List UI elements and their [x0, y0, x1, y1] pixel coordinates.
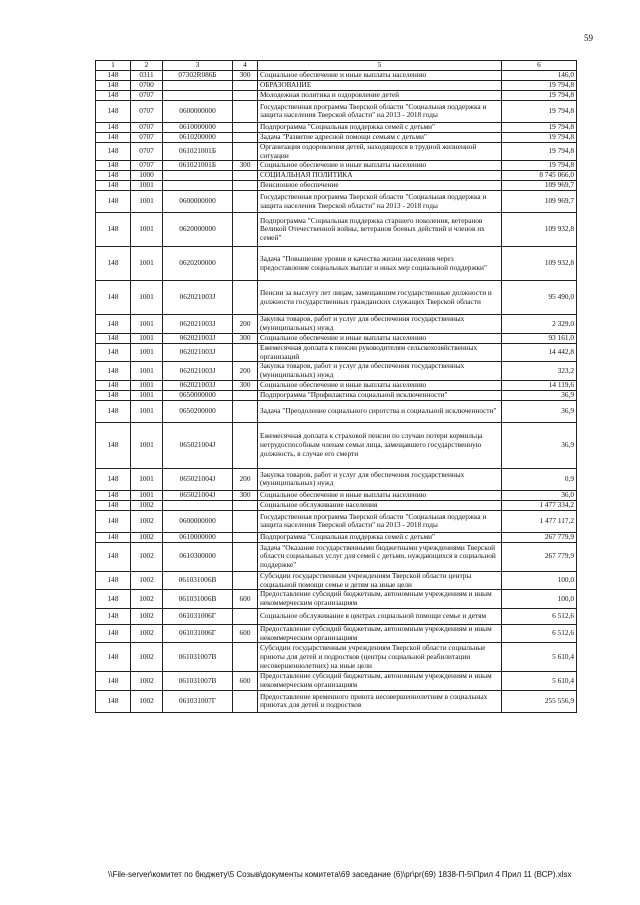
cell-description: Государственная программа Тверской области "Социальная поддержка и защита населения Тверской области" на 2013 - 2018 годы: [258, 100, 502, 122]
cell-expense-type: 300: [233, 161, 258, 171]
cell-target-article: 061031007В: [163, 643, 233, 672]
cell-grbs: 148: [96, 608, 131, 624]
cell-expense-type: [233, 122, 258, 132]
file-path-footer: \\File-server\комитет по бюджету\5 Созыв\документы комитета\69 заседание (6)\pr\pr(69) 1838-П-5\Прил 4 Прил 11 (ВСР).xlsx: [108, 870, 572, 879]
cell-section: 1002: [131, 542, 163, 571]
table-row: [96, 422, 577, 468]
table-row: [96, 191, 577, 213]
cell-section: 1001: [131, 281, 163, 315]
cell-target-article: 062021003J: [163, 362, 233, 381]
cell-amount: 323,2: [502, 362, 577, 381]
table-row: [96, 400, 577, 422]
cell-section: 0707: [131, 161, 163, 171]
table-row: [96, 213, 577, 247]
cell-amount: 2 329,0: [502, 315, 577, 334]
cell-expense-type: [233, 80, 258, 90]
cell-grbs: 148: [96, 672, 131, 691]
cell-section: 0707: [131, 122, 163, 132]
cell-grbs: 148: [96, 362, 131, 381]
cell-expense-type: [233, 142, 258, 161]
cell-description: Ежемесячная доплата к пенсии руководителям сельскохозяйственных организаций: [258, 343, 502, 362]
cell-amount: 19 794,8: [502, 142, 577, 161]
cell-grbs: 148: [96, 490, 131, 500]
table-row: [96, 161, 577, 171]
cell-description: Социальное обеспечение и иные выплаты населению: [258, 490, 502, 500]
table-row: [96, 510, 577, 532]
cell-grbs: 148: [96, 542, 131, 571]
cell-expense-type: [233, 213, 258, 247]
cell-grbs: 148: [96, 281, 131, 315]
cell-description: Подпрограмма "Социальная поддержка семей с детьми": [258, 532, 502, 542]
table-row: [96, 390, 577, 400]
cell-description: Предоставление субсидий бюджетным, автономным учреждениям и иным некоммерческим организациям: [258, 672, 502, 691]
cell-amount: 0,9: [502, 468, 577, 490]
cell-amount: 100,0: [502, 590, 577, 609]
cell-section: 1002: [131, 532, 163, 542]
cell-target-article: 061031007В: [163, 672, 233, 691]
cell-grbs: 148: [96, 100, 131, 122]
cell-grbs: 148: [96, 181, 131, 191]
cell-description: Задача "Развитие адресной помощи семьям с детьми": [258, 132, 502, 142]
cell-expense-type: 200: [233, 315, 258, 334]
cell-target-article: [163, 90, 233, 100]
cell-section: 0311: [131, 70, 163, 80]
cell-grbs: 148: [96, 191, 131, 213]
cell-section: 0707: [131, 100, 163, 122]
cell-grbs: 148: [96, 500, 131, 510]
cell-target-article: 0600000000: [163, 191, 233, 213]
cell-target-article: 061031006В: [163, 571, 233, 590]
cell-section: 1001: [131, 490, 163, 500]
cell-amount: 19 794,8: [502, 161, 577, 171]
budget-table-body: [96, 61, 577, 713]
cell-amount: 93 161,0: [502, 333, 577, 343]
cell-section: 1001: [131, 343, 163, 362]
cell-target-article: 061031006Г: [163, 624, 233, 643]
cell-expense-type: [233, 390, 258, 400]
cell-amount: 19 794,8: [502, 80, 577, 90]
cell-target-article: 0650000000: [163, 390, 233, 400]
cell-description: Социальное обеспечение и иные выплаты населению: [258, 380, 502, 390]
cell-target-article: [163, 181, 233, 191]
table-row: [96, 90, 577, 100]
cell-expense-type: [233, 532, 258, 542]
cell-expense-type: [233, 281, 258, 315]
cell-expense-type: [233, 542, 258, 571]
cell-amount: 1 477 334,2: [502, 500, 577, 510]
cell-grbs: 148: [96, 643, 131, 672]
cell-section: 1001: [131, 468, 163, 490]
cell-target-article: 062021003J: [163, 380, 233, 390]
cell-grbs: 148: [96, 510, 131, 532]
cell-section: 1001: [131, 315, 163, 334]
cell-expense-type: [233, 100, 258, 122]
cell-section: 1002: [131, 571, 163, 590]
cell-grbs: 148: [96, 390, 131, 400]
cell-target-article: 0620200000: [163, 247, 233, 281]
cell-expense-type: [233, 181, 258, 191]
cell-grbs: 148: [96, 213, 131, 247]
cell-expense-type: [233, 400, 258, 422]
table-row: [96, 672, 577, 691]
cell-description: Ежемесячная доплата к страховой пенсии по случаю потери кормильца нетрудоспособным членам семьи лица, замещавшего государственную должность, в случае его смерти: [258, 422, 502, 468]
cell-target-article: 062021003J: [163, 333, 233, 343]
cell-description: Подпрограмма "Социальная поддержка старшего поколения, ветеранов Великой Отечественной войны, ветеранов боевых действий и членов их семей": [258, 213, 502, 247]
table-row: [96, 122, 577, 132]
cell-description: Организация оздоровления детей, находящихся в трудной жизненной ситуации: [258, 142, 502, 161]
cell-expense-type: [233, 422, 258, 468]
table-row: [96, 542, 577, 571]
cell-target-article: 065021004J: [163, 422, 233, 468]
cell-expense-type: [233, 690, 258, 712]
table-row: [96, 333, 577, 343]
cell-amount: 100,0: [502, 571, 577, 590]
cell-description: Подпрограмма "Профилактика социальной исключенности": [258, 390, 502, 400]
column-header: 6: [502, 61, 577, 71]
cell-description: Подпрограмма "Социальная поддержка семей с детьми": [258, 122, 502, 132]
cell-target-article: [163, 80, 233, 90]
cell-section: 0707: [131, 142, 163, 161]
cell-section: 1001: [131, 191, 163, 213]
cell-section: 1001: [131, 247, 163, 281]
cell-expense-type: [233, 343, 258, 362]
cell-expense-type: [233, 608, 258, 624]
cell-description: ОБРАЗОВАНИЕ: [258, 80, 502, 90]
cell-amount: 14 119,6: [502, 380, 577, 390]
cell-amount: 19 794,8: [502, 100, 577, 122]
cell-grbs: 148: [96, 132, 131, 142]
cell-expense-type: 600: [233, 590, 258, 609]
cell-grbs: 148: [96, 70, 131, 80]
table-row: [96, 490, 577, 500]
cell-target-article: 0600000000: [163, 100, 233, 122]
cell-target-article: 07302R086Б: [163, 70, 233, 80]
cell-expense-type: 300: [233, 380, 258, 390]
cell-description: Субсидии государственным учреждениям Тверской области центры социальной помощи семье и детям на иные цели: [258, 571, 502, 590]
cell-description: Социальное обеспечение и иные выплаты населению: [258, 161, 502, 171]
table-row: [96, 181, 577, 191]
cell-amount: 19 794,8: [502, 90, 577, 100]
cell-amount: 14 442,8: [502, 343, 577, 362]
table-row: [96, 500, 577, 510]
cell-section: 1001: [131, 362, 163, 381]
cell-description: Социальное обслуживание в центрах социальной помощи семье и детям: [258, 608, 502, 624]
table-row: [96, 690, 577, 712]
column-header: 1: [96, 61, 131, 71]
cell-section: 1001: [131, 333, 163, 343]
cell-target-article: 0600000000: [163, 510, 233, 532]
table-row: [96, 315, 577, 334]
cell-amount: 109 932,8: [502, 247, 577, 281]
cell-target-article: 061021001Б: [163, 161, 233, 171]
cell-target-article: 0620000000: [163, 213, 233, 247]
cell-amount: 109 932,8: [502, 213, 577, 247]
cell-grbs: 148: [96, 400, 131, 422]
cell-target-article: 062021003J: [163, 343, 233, 362]
table-row: [96, 643, 577, 672]
cell-target-article: 0610200000: [163, 132, 233, 142]
cell-section: 1002: [131, 643, 163, 672]
cell-description: Задача "Оказание государственными бюджетными учреждениями Тверской области социальных услуг для семей с детьми, нуждающихся в социальной поддержке": [258, 542, 502, 571]
cell-expense-type: [233, 90, 258, 100]
cell-grbs: 148: [96, 468, 131, 490]
cell-amount: 8 745 066,0: [502, 171, 577, 181]
table-row: [96, 590, 577, 609]
table-row: [96, 608, 577, 624]
cell-grbs: 148: [96, 571, 131, 590]
cell-section: 0707: [131, 90, 163, 100]
column-header: 3: [163, 61, 233, 71]
cell-description: Государственная программа Тверской области "Социальная поддержка и защита населения Тверской области" на 2013 - 2018 годы: [258, 510, 502, 532]
cell-section: 1002: [131, 500, 163, 510]
cell-amount: 19 794,8: [502, 132, 577, 142]
cell-section: 1002: [131, 608, 163, 624]
cell-target-article: 061031006Г: [163, 608, 233, 624]
cell-description: Социальное обеспечение и иные выплаты населению: [258, 333, 502, 343]
column-header: 5: [258, 61, 502, 71]
table-row: [96, 142, 577, 161]
table-row: [96, 281, 577, 315]
cell-expense-type: [233, 571, 258, 590]
cell-amount: 36,9: [502, 400, 577, 422]
cell-amount: 109 969,7: [502, 181, 577, 191]
cell-grbs: 148: [96, 90, 131, 100]
cell-amount: 6 512,6: [502, 624, 577, 643]
cell-amount: 5 610,4: [502, 643, 577, 672]
cell-description: Задача "Повышение уровня и качества жизни населения через предоставление социальных выплат и иных мер социальной поддержки": [258, 247, 502, 281]
table-row: [96, 70, 577, 80]
cell-amount: 6 512,6: [502, 608, 577, 624]
cell-target-article: 065021004J: [163, 468, 233, 490]
cell-description: Предоставление субсидий бюджетным, автономным учреждениям и иным некоммерческим организациям: [258, 624, 502, 643]
cell-expense-type: 200: [233, 362, 258, 381]
cell-section: 1001: [131, 181, 163, 191]
cell-expense-type: [233, 643, 258, 672]
cell-expense-type: [233, 171, 258, 181]
cell-description: Пенсионное обеспечение: [258, 181, 502, 191]
table-row: [96, 343, 577, 362]
cell-description: Предоставление субсидий бюджетным, автономным учреждениям и иным некоммерческим организациям: [258, 590, 502, 609]
cell-section: 1001: [131, 390, 163, 400]
table-row: [96, 468, 577, 490]
cell-section: 0700: [131, 80, 163, 90]
cell-expense-type: [233, 247, 258, 281]
cell-target-article: 061031007Г: [163, 690, 233, 712]
cell-section: 1001: [131, 422, 163, 468]
cell-amount: 146,0: [502, 70, 577, 80]
table-row: [96, 247, 577, 281]
cell-grbs: 148: [96, 624, 131, 643]
table-row: [96, 171, 577, 181]
cell-description: Закупка товаров, работ и услуг для обеспечения государственных (муниципальных) нужд: [258, 362, 502, 381]
cell-expense-type: [233, 191, 258, 213]
cell-description: Закупка товаров, работ и услуг для обеспечения государственных (муниципальных) нужд: [258, 315, 502, 334]
cell-grbs: 148: [96, 80, 131, 90]
cell-section: 0707: [131, 132, 163, 142]
table-row: [96, 532, 577, 542]
cell-target-article: 065021004J: [163, 490, 233, 500]
cell-grbs: 148: [96, 343, 131, 362]
budget-table: [95, 60, 577, 713]
cell-section: 1001: [131, 400, 163, 422]
cell-grbs: 148: [96, 142, 131, 161]
cell-grbs: 148: [96, 532, 131, 542]
cell-section: 1002: [131, 510, 163, 532]
cell-section: 1000: [131, 171, 163, 181]
table-row: [96, 132, 577, 142]
cell-expense-type: 300: [233, 70, 258, 80]
cell-section: 1002: [131, 590, 163, 609]
cell-amount: 19 794,8: [502, 122, 577, 132]
table-row: [96, 571, 577, 590]
cell-section: 1002: [131, 690, 163, 712]
cell-grbs: 148: [96, 122, 131, 132]
cell-expense-type: 200: [233, 468, 258, 490]
cell-grbs: 148: [96, 161, 131, 171]
cell-description: Государственная программа Тверской области "Социальная поддержка и защита населения Тверской области" на 2013 - 2018 годы: [258, 191, 502, 213]
cell-section: 1002: [131, 624, 163, 643]
table-row: [96, 80, 577, 90]
cell-grbs: 148: [96, 690, 131, 712]
cell-section: 1002: [131, 672, 163, 691]
table-row: [96, 100, 577, 122]
cell-target-article: 0610000000: [163, 532, 233, 542]
cell-target-article: 062021003J: [163, 315, 233, 334]
cell-amount: 95 490,0: [502, 281, 577, 315]
cell-grbs: 148: [96, 590, 131, 609]
cell-expense-type: 600: [233, 672, 258, 691]
table-row: [96, 380, 577, 390]
cell-target-article: 062021003J: [163, 281, 233, 315]
cell-expense-type: [233, 132, 258, 142]
cell-target-article: 061031006В: [163, 590, 233, 609]
cell-description: Задача "Преодоление социального сиротства и социальной исключенности": [258, 400, 502, 422]
cell-expense-type: 300: [233, 333, 258, 343]
cell-description: Социальное обслуживание населения: [258, 500, 502, 510]
cell-expense-type: [233, 510, 258, 532]
cell-amount: 255 556,9: [502, 690, 577, 712]
cell-expense-type: 300: [233, 490, 258, 500]
cell-section: 1001: [131, 213, 163, 247]
cell-target-article: 0610000000: [163, 122, 233, 132]
cell-amount: 36,9: [502, 390, 577, 400]
cell-description: СОЦИАЛЬНАЯ ПОЛИТИКА: [258, 171, 502, 181]
table-row: [96, 362, 577, 381]
table-header-row: [96, 61, 577, 71]
cell-amount: 36,0: [502, 490, 577, 500]
cell-amount: 267 779,9: [502, 542, 577, 571]
column-header: 2: [131, 61, 163, 71]
table-row: [96, 624, 577, 643]
cell-expense-type: [233, 500, 258, 510]
cell-grbs: 148: [96, 247, 131, 281]
cell-description: Субсидии государственным учреждениям Тверской области социальные приюты для детей и подростков (центры социальной реабилитации несовершеннолетних) на иные цели: [258, 643, 502, 672]
cell-target-article: [163, 171, 233, 181]
cell-amount: 267 779,9: [502, 532, 577, 542]
cell-grbs: 148: [96, 333, 131, 343]
cell-amount: 1 477 117,2: [502, 510, 577, 532]
cell-amount: 5 610,4: [502, 672, 577, 691]
cell-amount: 36,9: [502, 422, 577, 468]
cell-expense-type: 600: [233, 624, 258, 643]
cell-target-article: [163, 500, 233, 510]
cell-description: Пенсии за выслугу лет лицам, замещавшим государственные должности и должности государственных гражданских служащих Тверской области: [258, 281, 502, 315]
cell-target-article: 0610300000: [163, 542, 233, 571]
page-number: 59: [584, 33, 593, 43]
cell-grbs: 148: [96, 315, 131, 334]
cell-section: 1001: [131, 380, 163, 390]
cell-grbs: 148: [96, 380, 131, 390]
cell-description: Предоставление временного приюта несовершеннолетним в социальных приютах для детей и подростков: [258, 690, 502, 712]
cell-description: Молодежная политика и оздоровление детей: [258, 90, 502, 100]
column-header: 4: [233, 61, 258, 71]
cell-amount: 109 969,7: [502, 191, 577, 213]
cell-description: Закупка товаров, работ и услуг для обеспечения государственных (муниципальных) нужд: [258, 468, 502, 490]
cell-description: Социальное обеспечение и иные выплаты населению: [258, 70, 502, 80]
cell-grbs: 148: [96, 422, 131, 468]
cell-target-article: 061021001Б: [163, 142, 233, 161]
cell-grbs: 148: [96, 171, 131, 181]
cell-target-article: 0650200000: [163, 400, 233, 422]
